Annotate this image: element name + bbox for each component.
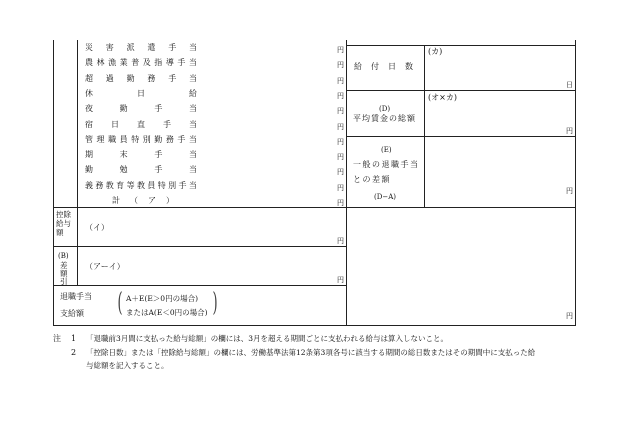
divider-deduction-bottom bbox=[53, 246, 347, 247]
deduction-unit: 円 bbox=[337, 237, 344, 245]
notes-prefix: 注 bbox=[53, 334, 61, 343]
divider-general-bottom bbox=[346, 207, 576, 208]
allowance-item-label: 期 末 手 当 bbox=[85, 150, 197, 160]
deduction-label: 控除給与額 bbox=[56, 210, 71, 237]
divider-difference-bottom bbox=[53, 285, 347, 286]
divider-right-labels bbox=[424, 45, 425, 208]
general-label-line1: 一般の退職手当 bbox=[353, 160, 420, 169]
allowance-item-label: 超 過 勤 務 手 当 bbox=[85, 73, 197, 83]
deduction-value[interactable]: （イ） bbox=[85, 223, 109, 232]
note-1-number: 1 bbox=[71, 334, 77, 343]
allowance-item-unit: 円 bbox=[337, 107, 344, 116]
retirement-bracket-right: ) bbox=[212, 288, 218, 318]
difference-value[interactable]: （アーイ） bbox=[85, 262, 125, 271]
divider-avg-bottom bbox=[346, 136, 576, 137]
divider-days-top bbox=[346, 45, 576, 46]
allowance-total-unit: 円 bbox=[337, 199, 344, 207]
general-marker: (E) bbox=[381, 146, 392, 154]
allowance-item-label: 災 害 派 遣 手 当 bbox=[85, 43, 197, 52]
frame-mid bbox=[346, 40, 347, 326]
days-code[interactable]: (カ) bbox=[428, 47, 443, 56]
allowance-item-label: 勤 勉 手 当 bbox=[85, 165, 197, 175]
difference-marker: (B) bbox=[58, 252, 69, 260]
general-formula: (D−A) bbox=[374, 193, 396, 201]
note-2-number: 2 bbox=[71, 348, 77, 357]
retirement-label-bottom: 支給額 bbox=[60, 309, 84, 318]
allowance-item-unit: 円 bbox=[337, 183, 344, 192]
divider-deduction-label bbox=[77, 207, 78, 286]
allowance-item-unit: 円 bbox=[337, 168, 344, 177]
allowance-item-unit: 円 bbox=[337, 46, 344, 54]
allowance-item-unit: 円 bbox=[337, 137, 344, 146]
divider-days-bottom bbox=[346, 90, 576, 91]
note-1-text: 「退職前3月間に支払った給与総額」の欄には、3月を超える期間ごとに支払われる給与は算入しないこと。 bbox=[86, 334, 449, 343]
retirement-label-top: 退職手当 bbox=[60, 292, 92, 301]
retirement-bracket-left: ( bbox=[117, 288, 123, 318]
allowance-item-label: 宿 日 直 手 当 bbox=[85, 119, 197, 129]
retirement-option-2: またはA(E＜0円の場合) bbox=[126, 308, 208, 317]
difference-unit: 円 bbox=[337, 276, 344, 284]
retirement-option-1: A＋E(E＞0円の場合) bbox=[126, 294, 198, 303]
general-unit: 円 bbox=[566, 187, 573, 195]
days-label: 給付日数 bbox=[354, 62, 422, 71]
frame-inner-left bbox=[77, 40, 78, 208]
note-2-line2: 与総額を記入すること。 bbox=[86, 361, 169, 370]
avg-wage-unit: 円 bbox=[566, 127, 573, 135]
allowance-item-unit: 円 bbox=[337, 61, 344, 70]
allowance-item-label: 農 林 漁 業 普 及 指 導 手 当 bbox=[85, 58, 197, 68]
allowance-total-label: 計（ア） bbox=[112, 196, 184, 205]
allowance-item-label: 休 日 給 bbox=[85, 88, 197, 98]
avg-wage-marker: (D) bbox=[379, 105, 391, 113]
allowance-item-unit: 円 bbox=[337, 153, 344, 162]
allowance-item-unit: 円 bbox=[337, 76, 344, 85]
frame-left bbox=[53, 40, 54, 326]
note-2-line1: 「控除日数」または「控除給与総額」の欄には、労働基準法第12条第3項各号に該当する期間の総日数またはその期間中に支払った給 bbox=[86, 348, 536, 357]
days-unit: 日 bbox=[566, 81, 573, 89]
avg-wage-code[interactable]: (オ×カ) bbox=[428, 93, 457, 102]
divider-allowances-bottom bbox=[53, 207, 347, 208]
frame-bottom bbox=[53, 325, 576, 326]
frame-right bbox=[575, 40, 576, 326]
allowance-item-label: 夜 勤 手 当 bbox=[85, 104, 197, 114]
right-bottom-unit: 円 bbox=[566, 312, 573, 320]
allowance-item-label: 管 理 職 員 特 別 勤 務 手 当 bbox=[85, 134, 197, 144]
allowance-item-unit: 円 bbox=[337, 91, 344, 100]
general-label-line2: との差額 bbox=[353, 175, 391, 184]
allowance-item-unit: 円 bbox=[337, 122, 344, 131]
difference-label: 差額引 bbox=[60, 261, 68, 286]
avg-wage-label: 平均賃金の総額 bbox=[353, 114, 416, 123]
allowance-item-label: 義 務 教 育 等 教 員 特 別 手 当 bbox=[85, 180, 197, 190]
